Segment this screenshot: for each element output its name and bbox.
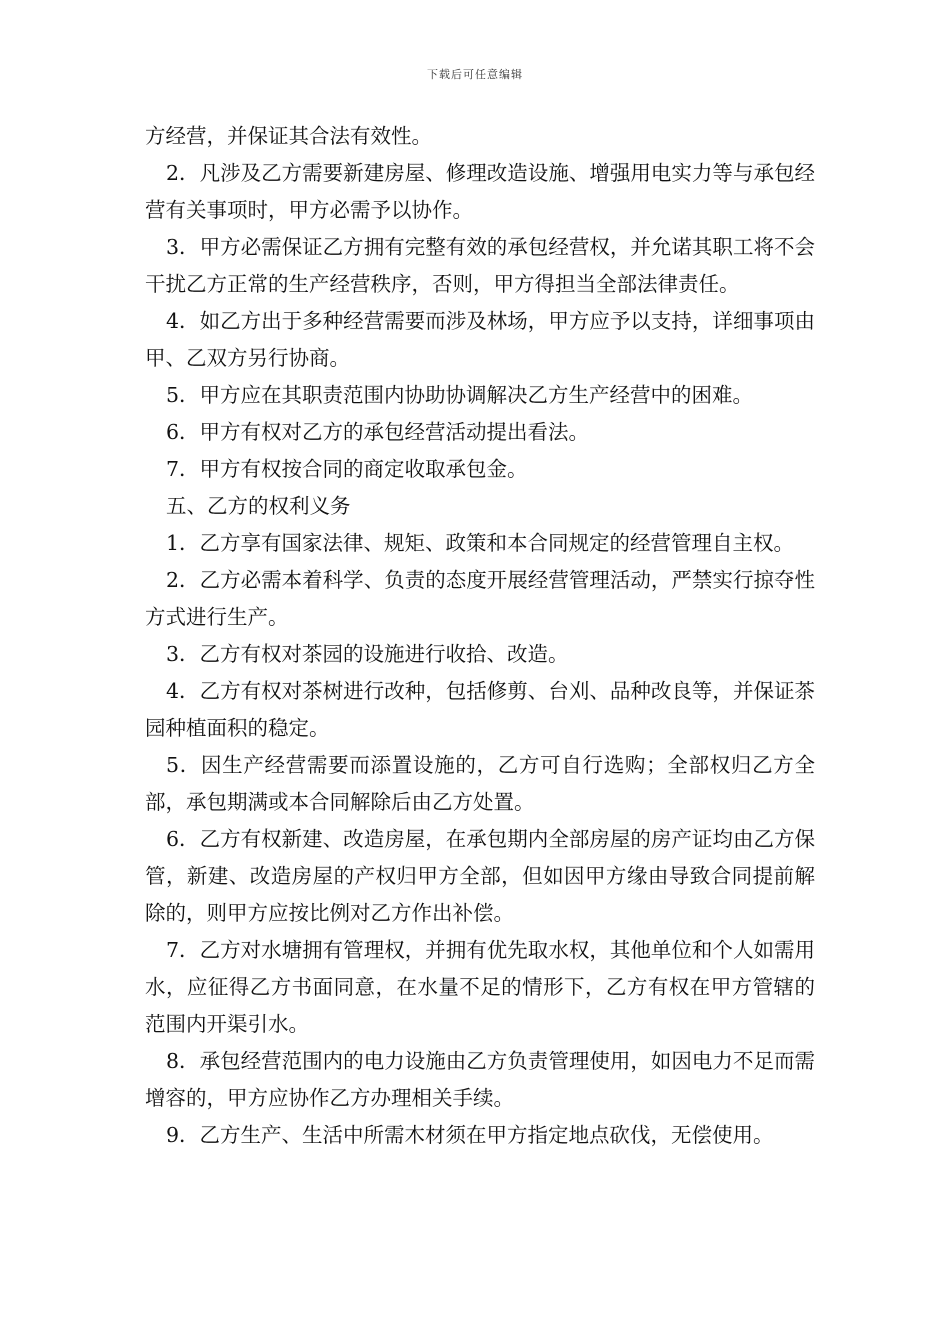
- paragraph: 7．乙方对水塘拥有管理权，并拥有优先取水权，其他单位和个人如需用水，应征得乙方书面同意，在水量不足的情形下，乙方有权在甲方管辖的范围内开渠引水。: [145, 938, 815, 1036]
- paragraph: 4．如乙方出于多种经营需要而涉及林场，甲方应予以支持，详细事项由甲、乙双方另行协商。: [145, 309, 815, 370]
- paragraph: 3．乙方有权对茶园的设施进行收拾、改造。: [166, 642, 569, 666]
- paragraph: 2．凡涉及乙方需要新建房屋、修理改造设施、增强用电实力等与承包经营有关事项时，甲方必需予以协作。: [145, 161, 815, 222]
- document-body: [145, 118, 815, 1154]
- paragraph: 6．乙方有权新建、改造房屋，在承包期内全部房屋的房产证均由乙方保管，新建、改造房屋的产权归甲方全部，但如因甲方缘由导致合同提前解除的，则甲方应按比例对乙方作出补偿。: [145, 827, 815, 925]
- paragraph: 8．承包经营范围内的电力设施由乙方负责管理使用，如因电力不足而需增容的，甲方应协作乙方办理相关手续。: [145, 1049, 815, 1110]
- paragraph: 2．乙方必需本着科学、负责的态度开展经营管理活动，严禁实行掠夺性方式进行生产。: [145, 568, 815, 629]
- section-heading: 五、乙方的权利义务: [166, 494, 351, 518]
- paragraph: 6．甲方有权对乙方的承包经营活动提出看法。: [166, 420, 590, 444]
- paragraph: 方经营，并保证其合法有效性。: [145, 124, 432, 148]
- paragraph: 9．乙方生产、生活中所需木材须在甲方指定地点砍伐，无偿使用。: [166, 1123, 774, 1147]
- paragraph: 1．乙方享有国家法律、规矩、政策和本合同规定的经营管理自主权。: [166, 531, 795, 555]
- paragraph: 3．甲方必需保证乙方拥有完整有效的承包经营权，并允诺其职工将不会干扰乙方正常的生产经营秩序，否则，甲方得担当全部法律责任。: [145, 235, 815, 296]
- page-header-note: 下载后可任意编辑: [427, 68, 523, 81]
- paragraph: 5．甲方应在其职责范围内协助协调解决乙方生产经营中的困难。: [166, 383, 754, 407]
- paragraph: 4．乙方有权对茶树进行改种，包括修剪、台刈、品种改良等，并保证茶园种植面积的稳定。: [145, 679, 815, 740]
- paragraph: 5．因生产经营需要而添置设施的，乙方可自行选购；全部权归乙方全部，承包期满或本合同解除后由乙方处置。: [145, 753, 815, 814]
- paragraph: 7．甲方有权按合同的商定收取承包金。: [166, 457, 528, 481]
